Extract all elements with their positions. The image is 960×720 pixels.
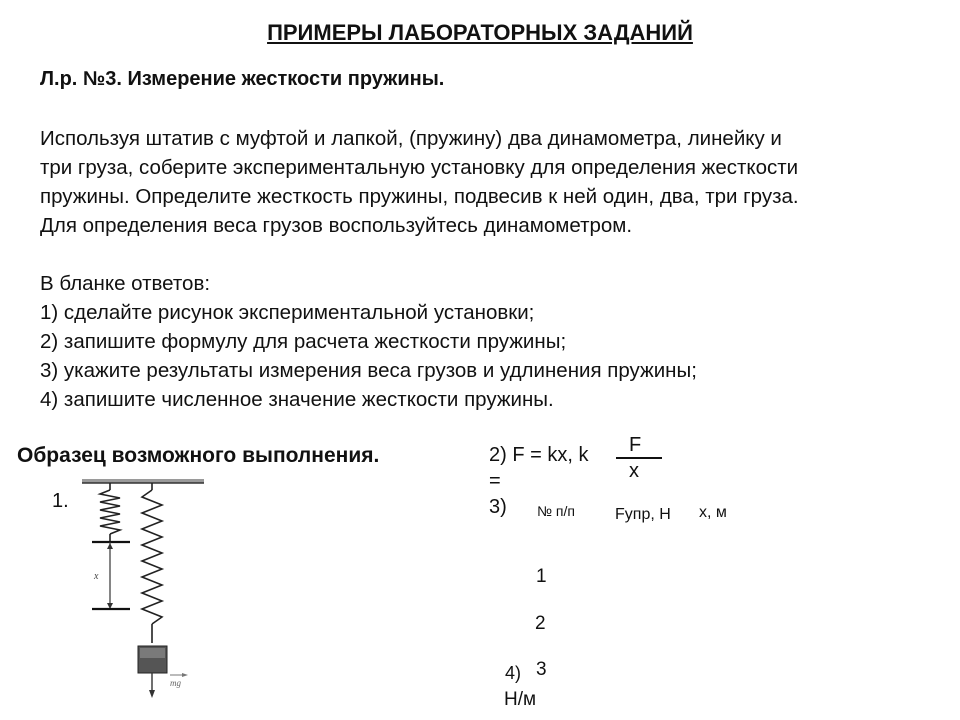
extension-label: x — [94, 571, 99, 582]
unloaded-spring — [100, 490, 120, 534]
table-header-extension: x, м — [699, 504, 727, 521]
table-header-number: № п/п — [537, 503, 575, 519]
lab-title: Л.р. №3. Измерение жесткости пружины. — [40, 68, 445, 90]
item-4-label: 4) — [505, 663, 522, 683]
answer-step: 4) запишите численное значение жесткости пружины. — [40, 388, 554, 411]
task-description — [40, 124, 940, 414]
formula-numerator: F — [629, 434, 642, 456]
page-heading: ПРИМЕРЫ ЛАБОРАТОРНЫХ ЗАДАНИЙ — [267, 20, 693, 45]
task-line — [40, 240, 940, 269]
answer-step: 1) сделайте рисунок экспериментальной установки; — [40, 301, 535, 324]
loaded-spring — [142, 490, 162, 624]
task-line: Используя штатив с муфтой и лапкой, (пружину) два динамометра, линейку и — [40, 127, 782, 150]
answer-step: 3) укажите результаты измерения веса грузов и удлинения пружины; — [40, 359, 697, 382]
formula-denominator: x — [629, 460, 639, 482]
item-1-label: 1. — [52, 490, 69, 512]
gravity-label: mg — [170, 678, 181, 688]
task-line: Для определения веса грузов воспользуйтесь динамометром. — [40, 214, 633, 237]
answer-form-title: В бланке ответов: — [40, 272, 211, 295]
formula-equals: = — [489, 470, 501, 492]
formula-text: 2) F = kx, k — [489, 444, 589, 466]
item-3-label: 3) — [489, 496, 507, 518]
task-line: пружины. Определите жесткость пружины, подвесив к ней один, два, три груза. — [40, 185, 799, 208]
answer-step: 2) запишите формулу для расчета жесткости пружины; — [40, 330, 567, 353]
table-row: 2 — [535, 613, 546, 634]
fraction-bar — [616, 457, 662, 459]
task-line: три груза, соберите экспериментальную установку для определения жесткости — [40, 156, 799, 179]
stiffness-unit: Н/м — [504, 689, 537, 710]
sample-title: Образец возможного выполнения. — [17, 444, 380, 467]
table-row: 3 — [536, 659, 547, 680]
table-header-force: Fупр, Н — [615, 506, 671, 523]
spring-setup-figure — [60, 476, 210, 700]
table-row: 1 — [536, 566, 547, 587]
